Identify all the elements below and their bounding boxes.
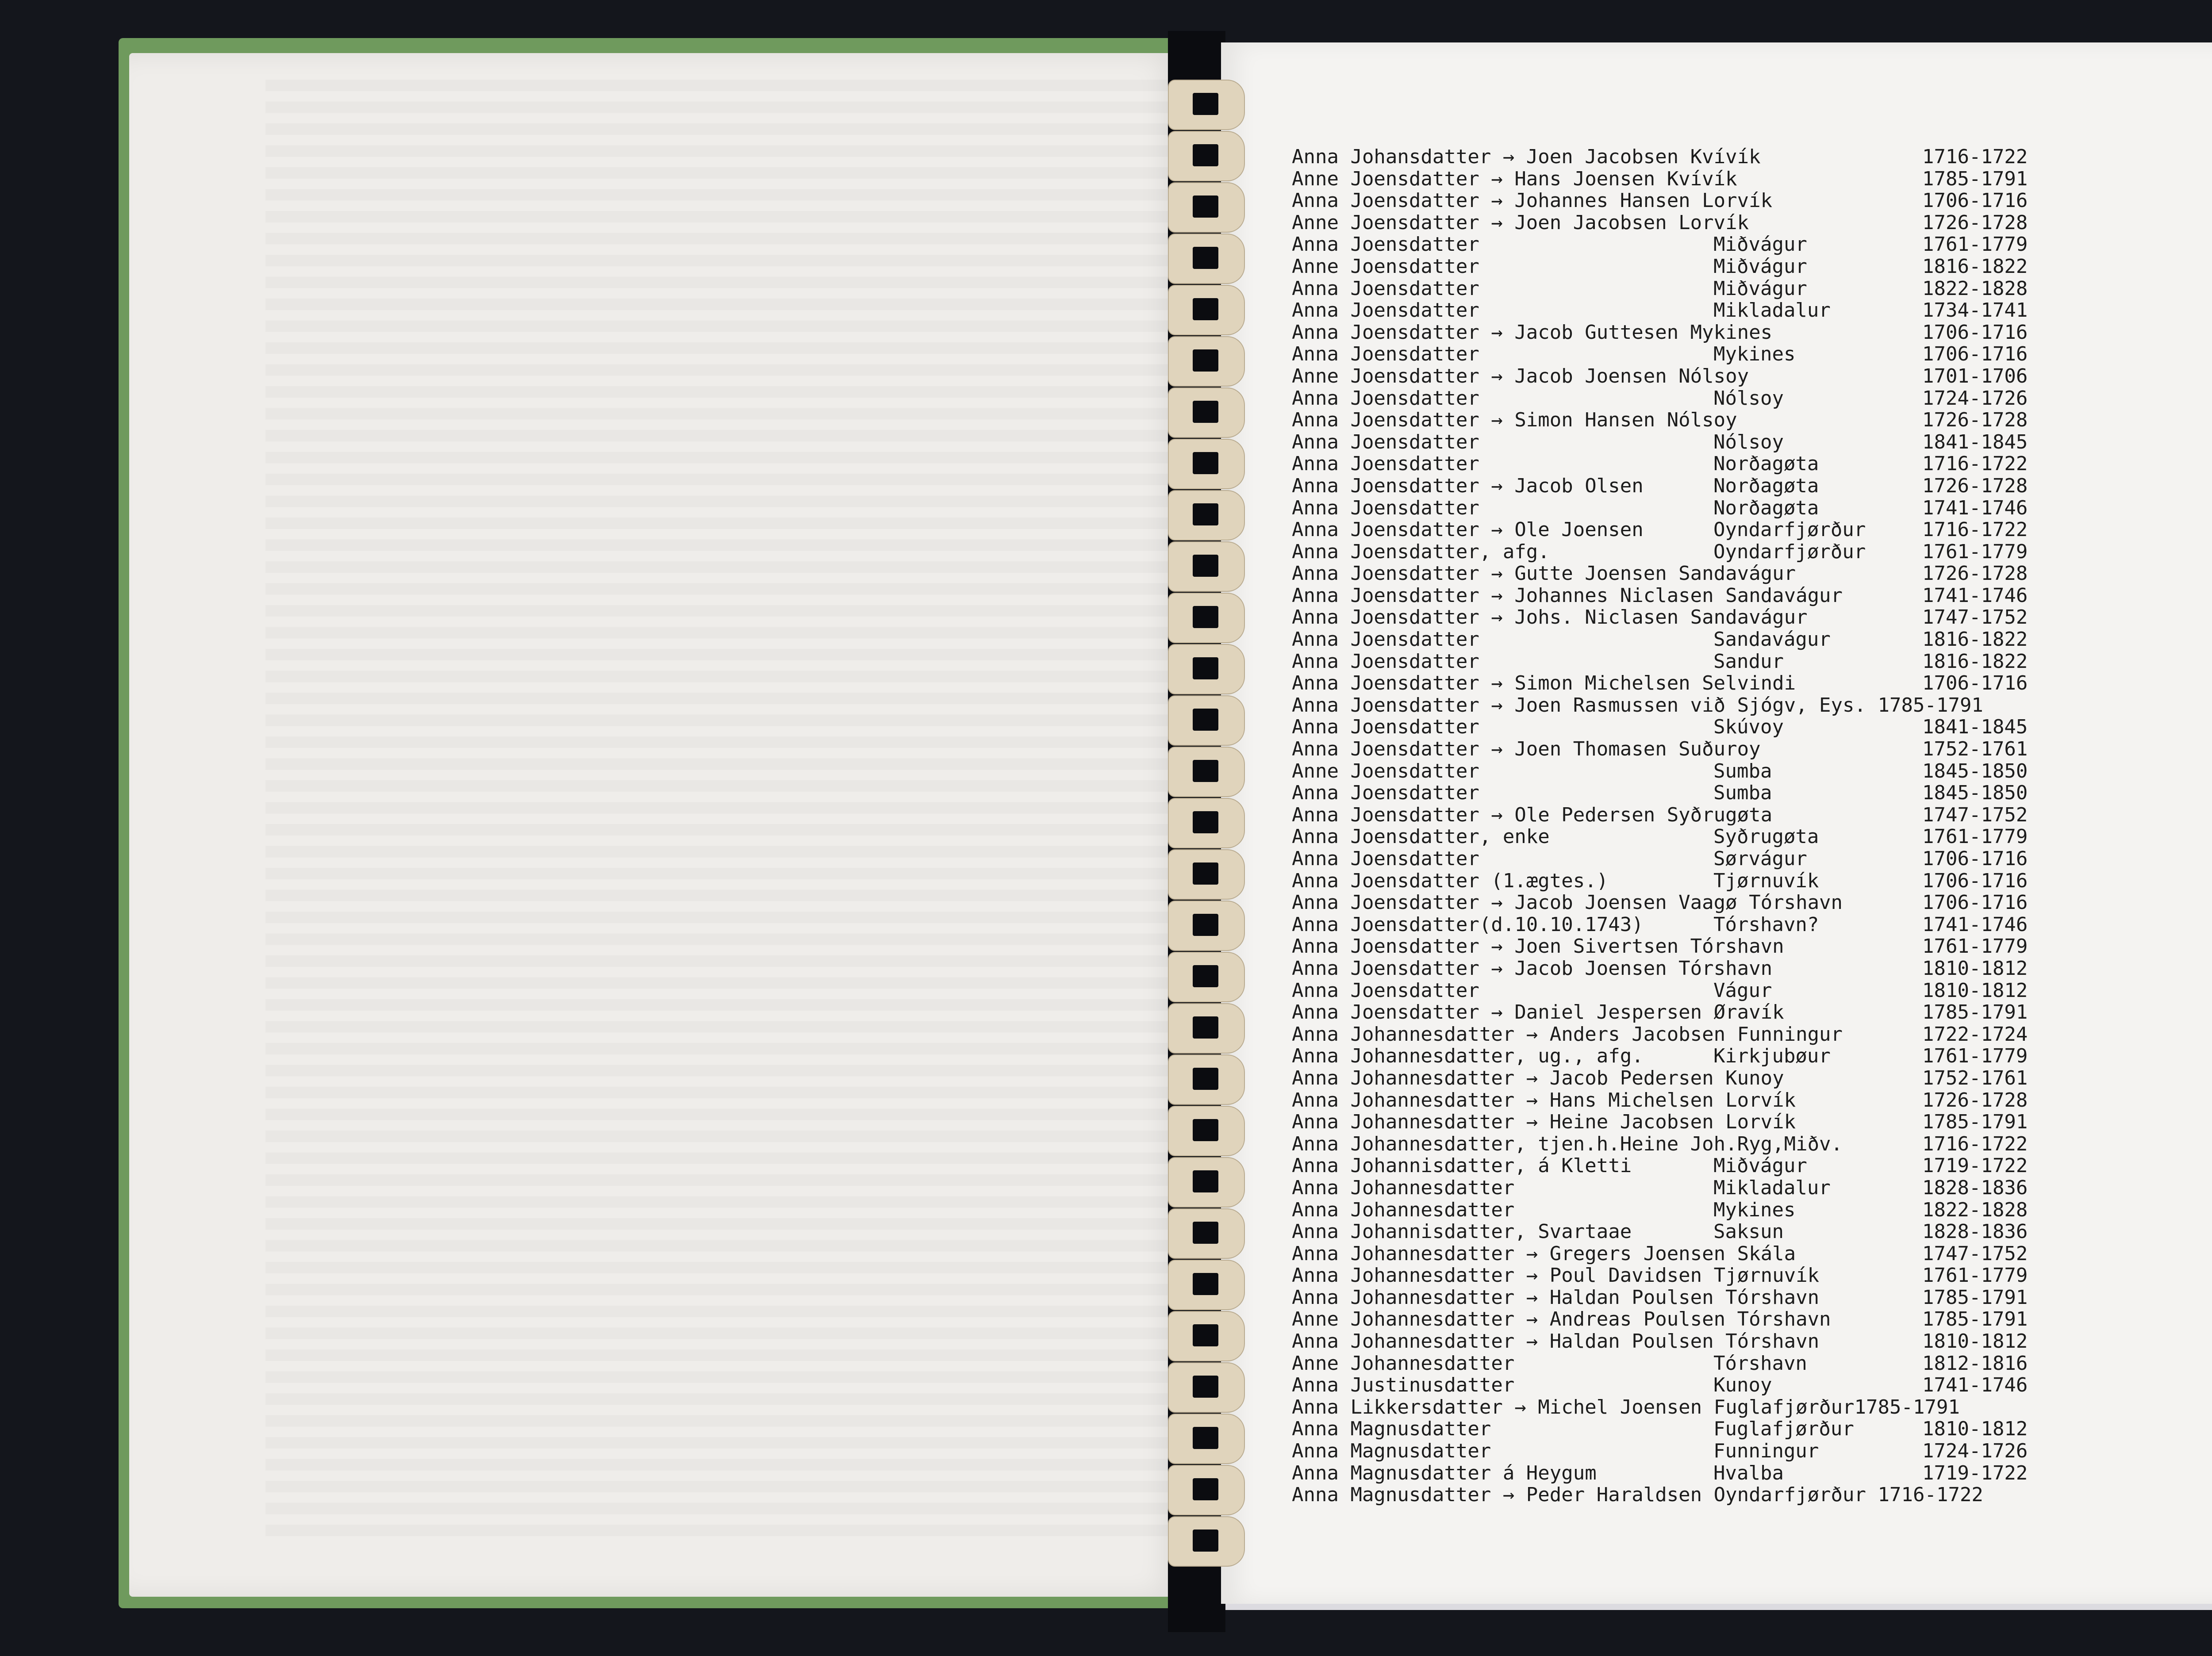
- index-entry: [1292, 1155, 2212, 1177]
- entry-name: Anna Johannesdatter → Haldan Poulsen Tórshavn: [1292, 1286, 1820, 1309]
- entry-name: Anne Johannesdatter → Andreas Poulsen Tórshavn: [1292, 1308, 1831, 1331]
- entry-years: 1701-1706: [1922, 364, 2028, 387]
- index-entry: [1292, 322, 2212, 344]
- entry-years: 1828-1836: [1922, 1220, 2028, 1243]
- binding-ring: [1168, 593, 1245, 643]
- index-entry: [1292, 343, 2212, 365]
- entry-place: Kirkjubøur: [1713, 1045, 1831, 1068]
- binding-ring: [1168, 541, 1245, 592]
- entry-years: 1761-1779: [1922, 233, 2028, 256]
- entry-years: 1706-1716: [1922, 189, 2028, 212]
- entry-years: 1785-1791: [1922, 1111, 2028, 1134]
- index-entry: [1292, 1024, 2212, 1046]
- entry-name: Anne Joensdatter: [1292, 759, 1479, 782]
- binding-ring: [1168, 182, 1245, 233]
- entry-years: 1734-1741: [1922, 299, 2028, 322]
- binding-ring: [1168, 644, 1245, 694]
- entry-years: 1752-1761: [1922, 1066, 2028, 1089]
- entry-years: 1822-1828: [1922, 1198, 2028, 1221]
- index-entry: [1292, 1484, 2212, 1506]
- left-page-bleed-through: [265, 80, 1172, 1539]
- entry-years: 1726-1728: [1922, 409, 2028, 432]
- binding-ring: [1168, 387, 1245, 438]
- entry-years: 1726-1728: [1922, 562, 2028, 585]
- index-entry: [1292, 497, 2212, 519]
- entry-years: 1724-1726: [1922, 1440, 2028, 1463]
- entry-place: Syðrugøta: [1713, 825, 1819, 848]
- entry-years: 1785-1791: [1922, 1286, 2028, 1309]
- index-entry: [1292, 1111, 2212, 1133]
- entry-place: Tórshavn: [1713, 1352, 1807, 1375]
- index-entry: [1292, 234, 2212, 256]
- index-entry: [1292, 826, 2212, 848]
- entry-years: 1816-1822: [1922, 255, 2028, 278]
- binding-ring: [1168, 1106, 1245, 1156]
- entry-place: Sandur: [1713, 650, 1784, 673]
- entry-place: Mykines: [1713, 343, 1796, 366]
- entry-place: Hvalba: [1713, 1461, 1784, 1484]
- entry-name: Anna Joensdatter: [1292, 452, 1479, 475]
- index-entry: [1292, 190, 2212, 212]
- index-entry: [1292, 1265, 2212, 1287]
- index-entry: [1292, 651, 2212, 673]
- index-entry: [1292, 365, 2212, 387]
- index-entry: [1292, 1353, 2212, 1375]
- entry-name: Anna Joensdatter → Johannes Hansen Lorvík: [1292, 189, 1773, 212]
- entry-name: Anne Joensdatter → Jacob Joensen Nólsoy: [1292, 364, 1749, 387]
- entry-years: 1726-1728: [1922, 474, 2028, 497]
- entry-place: Skúvoy: [1713, 716, 1784, 739]
- entry-years: 1785-1791: [1922, 1308, 2028, 1331]
- index-entry: [1292, 299, 2212, 322]
- entry-name: Anna Joensdatter → Ole Joensen: [1292, 518, 1644, 541]
- binding-ring: [1168, 131, 1245, 181]
- entry-place: Oyndarfjørður: [1713, 518, 1866, 541]
- entry-years: 1716-1722: [1922, 518, 2028, 541]
- binding-ring: [1168, 1414, 1245, 1464]
- entry-name: Anna Joensdatter: [1292, 343, 1479, 366]
- entry-name: Anna Johannisdatter, á Kletti: [1292, 1154, 1632, 1177]
- entry-years: 1726-1728: [1922, 211, 2028, 234]
- index-entry: [1292, 694, 2212, 717]
- entry-place: Mikladalur: [1713, 1176, 1831, 1199]
- entry-name: Anna Joensdatter → Gutte Joensen Sandavágur: [1292, 562, 1796, 585]
- entry-place: Miðvágur: [1713, 277, 1807, 300]
- index-entry: [1292, 1330, 2212, 1353]
- entry-place: Mikladalur: [1713, 299, 1831, 322]
- index-entry: [1292, 914, 2212, 936]
- entry-years: 1845-1850: [1922, 759, 2028, 782]
- entry-name: Anna Joensdatter → Simon Hansen Nólsoy: [1292, 409, 1737, 432]
- binding-ring: [1168, 439, 1245, 489]
- binding-ring: [1168, 1003, 1245, 1054]
- entry-years: 1841-1845: [1922, 430, 2028, 453]
- entry-years: 1741-1746: [1922, 496, 2028, 519]
- entry-name: Anna Johansdatter → Joen Jacobsen Kvívík: [1292, 146, 1761, 168]
- index-entry: [1292, 387, 2212, 410]
- index-entry: [1292, 409, 2212, 431]
- binding-ring: [1168, 695, 1245, 746]
- entry-years: 1706-1716: [1922, 343, 2028, 366]
- binding-ring: [1168, 234, 1245, 284]
- entry-name: Anna Magnusdatter: [1292, 1440, 1491, 1463]
- entry-place: Nólsoy: [1713, 430, 1784, 453]
- binding-ring: [1168, 1157, 1245, 1208]
- entry-years: 1706-1716: [1922, 891, 2028, 914]
- binding-ring: [1168, 1311, 1245, 1361]
- entry-name: Anna Johannesdatter → Hans Michelsen Lorvík: [1292, 1089, 1796, 1112]
- entry-name: Anna Justinusdatter: [1292, 1374, 1515, 1397]
- entry-name: Anna Joensdatter → Jacob Guttesen Mykines: [1292, 321, 1773, 344]
- entry-name: Anna Johannesdatter → Jacob Pedersen Kunoy: [1292, 1066, 1784, 1089]
- index-entry: [1292, 1067, 2212, 1089]
- index-entry: [1292, 431, 2212, 453]
- entry-name: Anna Likkersdatter → Michel Joensen Fuglafjørður1785-1791: [1292, 1395, 1960, 1418]
- index-entry: [1292, 1396, 2212, 1418]
- entry-place: Norðagøta: [1713, 496, 1819, 519]
- entry-name: Anna Joensdatter → Simon Michelsen Selvindi: [1292, 672, 1796, 695]
- entry-name: Anne Johannesdatter: [1292, 1352, 1515, 1375]
- entry-years: 1706-1716: [1922, 869, 2028, 892]
- entry-place: Sørvágur: [1713, 847, 1807, 870]
- entry-years: 1761-1779: [1922, 540, 2028, 563]
- entry-place: Oyndarfjørður: [1713, 540, 1866, 563]
- entry-years: 1747-1752: [1922, 1242, 2028, 1265]
- index-entry: [1292, 629, 2212, 651]
- entry-years: 1706-1716: [1922, 321, 2028, 344]
- entry-name: Anna Joensdatter: [1292, 496, 1479, 519]
- entry-name: Anne Joensdatter → Hans Joensen Kvívík: [1292, 167, 1737, 190]
- entry-name: Anna Joensdatter: [1292, 387, 1479, 410]
- entry-name: Anna Joensdatter → Joen Thomasen Suðuroy: [1292, 738, 1761, 761]
- index-entry: [1292, 738, 2212, 760]
- entry-years: 1716-1722: [1922, 146, 2028, 168]
- entry-years: 1810-1812: [1922, 1418, 2028, 1441]
- entry-name: Anna Joensdatter: [1292, 782, 1479, 805]
- entry-place: Tjørnuvík: [1713, 869, 1819, 892]
- binding-ring: [1168, 798, 1245, 848]
- entry-name: Anna Johannesdatter: [1292, 1176, 1515, 1199]
- binding-ring: [1168, 849, 1245, 900]
- entry-years: 1741-1746: [1922, 913, 2028, 936]
- entry-name: Anna Joensdatter, afg.: [1292, 540, 1550, 563]
- index-entries: [1292, 146, 2212, 1506]
- entry-name: Anna Joensdatter → Joen Sivertsen Tórshavn: [1292, 935, 1784, 958]
- entry-name: Anna Joensdatter → Joen Rasmussen við Sjógv, Eys. 1785-1791: [1292, 694, 1983, 717]
- entry-years: 1810-1812: [1922, 979, 2028, 1002]
- entry-name: Anna Johannesdatter, ug., afg.: [1292, 1045, 1644, 1068]
- entry-name: Anna Joensdatter(d.10.10.1743): [1292, 913, 1644, 936]
- entry-years: 1812-1816: [1922, 1352, 2028, 1375]
- entry-place: Mykines: [1713, 1198, 1796, 1221]
- entry-name: Anne Joensdatter → Joen Jacobsen Lorvík: [1292, 211, 1749, 234]
- entry-name: Anna Johannesdatter → Heine Jacobsen Lorvík: [1292, 1111, 1796, 1134]
- binding-ring: [1168, 1362, 1245, 1413]
- entry-place: Saksun: [1713, 1220, 1784, 1243]
- index-entry: [1292, 168, 2212, 190]
- spiral-binding: [1168, 80, 1248, 1566]
- entry-name: Anna Joensdatter → Jacob Joensen Vaagø Tórshavn: [1292, 891, 1843, 914]
- entry-name: Anna Johannesdatter → Gregers Joensen Skála: [1292, 1242, 1796, 1265]
- entry-name: Anne Joensdatter: [1292, 255, 1479, 278]
- entry-place: Vágur: [1713, 979, 1772, 1002]
- entry-years: 1816-1822: [1922, 628, 2028, 651]
- entry-years: 1761-1779: [1922, 935, 2028, 958]
- entry-years: 1706-1716: [1922, 847, 2028, 870]
- index-entry: [1292, 1287, 2212, 1309]
- entry-name: Anna Joensdatter → Ole Pedersen Syðrugøta: [1292, 803, 1773, 826]
- entry-name: Anna Johannesdatter: [1292, 1198, 1515, 1221]
- index-entry: [1292, 870, 2212, 892]
- index-entry: [1292, 453, 2212, 475]
- entry-name: Anna Joensdatter → Johannes Niclasen Sandavágur: [1292, 584, 1843, 607]
- entry-name: Anna Joensdatter: [1292, 979, 1479, 1002]
- index-entry: [1292, 760, 2212, 782]
- entry-years: 1845-1850: [1922, 782, 2028, 805]
- entry-years: 1741-1746: [1922, 584, 2028, 607]
- entry-place: Miðvágur: [1713, 233, 1807, 256]
- entry-years: 1716-1722: [1922, 1132, 2028, 1155]
- entry-name: Anna Joensdatter: [1292, 650, 1479, 673]
- index-entry: [1292, 1089, 2212, 1112]
- entry-years: 1785-1791: [1922, 1001, 2028, 1024]
- index-entry: [1292, 212, 2212, 234]
- index-entry: [1292, 278, 2212, 300]
- entry-years: 1747-1752: [1922, 803, 2028, 826]
- entry-name: Anna Joensdatter, enke: [1292, 825, 1550, 848]
- entry-years: 1761-1779: [1922, 1045, 2028, 1068]
- entry-years: 1726-1728: [1922, 1089, 2028, 1112]
- index-entry: [1292, 1440, 2212, 1462]
- entry-years: 1719-1722: [1922, 1461, 2028, 1484]
- index-entry: [1292, 146, 2212, 168]
- entry-name: Anna Joensdatter: [1292, 716, 1479, 739]
- entry-years: 1747-1752: [1922, 606, 2028, 629]
- index-entry: [1292, 1001, 2212, 1024]
- entry-years: 1761-1779: [1922, 1264, 2028, 1287]
- entry-name: Anna Johannesdatter → Poul Davidsen Tjørnuvík: [1292, 1264, 1820, 1287]
- index-entry: [1292, 541, 2212, 563]
- entry-name: Anna Joensdatter: [1292, 847, 1479, 870]
- entry-name: Anna Magnusdatter: [1292, 1418, 1491, 1441]
- entry-place: Tórshavn?: [1713, 913, 1819, 936]
- index-entry: [1292, 1243, 2212, 1265]
- entry-name: Anna Joensdatter: [1292, 628, 1479, 651]
- index-entry: [1292, 256, 2212, 278]
- entry-years: 1841-1845: [1922, 716, 2028, 739]
- entry-place: Norðagøta: [1713, 452, 1819, 475]
- entry-years: 1810-1812: [1922, 1330, 2028, 1353]
- index-entry: [1292, 1308, 2212, 1330]
- entry-place: Miðvágur: [1713, 1154, 1807, 1177]
- index-entry: [1292, 1374, 2212, 1396]
- entry-years: 1810-1812: [1922, 957, 2028, 980]
- binding-ring: [1168, 336, 1245, 387]
- index-entry: [1292, 1418, 2212, 1440]
- index-entry: [1292, 804, 2212, 826]
- binding-ring: [1168, 490, 1245, 540]
- entry-years: 1828-1836: [1922, 1176, 2028, 1199]
- entry-years: 1724-1726: [1922, 387, 2028, 410]
- entry-place: Sandavágur: [1713, 628, 1831, 651]
- entry-years: 1722-1724: [1922, 1023, 2028, 1046]
- index-entry: [1292, 585, 2212, 607]
- entry-name: Anna Joensdatter → Jacob Joensen Tórshavn: [1292, 957, 1773, 980]
- index-entry: [1292, 1221, 2212, 1243]
- index-entry: [1292, 782, 2212, 804]
- entry-place: Kunoy: [1713, 1374, 1772, 1397]
- index-entry: [1292, 563, 2212, 585]
- entry-years: 1761-1779: [1922, 825, 2028, 848]
- binding-ring: [1168, 285, 1245, 335]
- entry-place: Sumba: [1713, 782, 1772, 805]
- index-entry: [1292, 606, 2212, 629]
- index-entry: [1292, 980, 2212, 1002]
- entry-place: Miðvágur: [1713, 255, 1807, 278]
- entry-years: 1816-1822: [1922, 650, 2028, 673]
- entry-name: Anna Johannesdatter, tjen.h.Heine Joh.Ryg,Miðv.: [1292, 1132, 1843, 1155]
- entry-name: Anna Joensdatter → Daniel Jespersen Øravík: [1292, 1001, 1784, 1024]
- binding-ring: [1168, 952, 1245, 1002]
- binding-ring: [1168, 1054, 1245, 1105]
- index-entry: [1292, 475, 2212, 497]
- binding-ring: [1168, 901, 1245, 951]
- entry-years: 1785-1791: [1922, 167, 2028, 190]
- entry-name: Anna Johannisdatter, Svartaae: [1292, 1220, 1632, 1243]
- index-entry: [1292, 1199, 2212, 1221]
- binding-ring: [1168, 1465, 1245, 1515]
- index-entry: [1292, 1045, 2212, 1067]
- index-entry: [1292, 1133, 2212, 1155]
- binding-ring: [1168, 80, 1245, 130]
- binding-ring: [1168, 747, 1245, 797]
- entry-place: Sumba: [1713, 759, 1772, 782]
- entry-name: Anna Magnusdatter á Heygum: [1292, 1461, 1597, 1484]
- entry-name: Anna Joensdatter: [1292, 233, 1479, 256]
- entry-years: 1706-1716: [1922, 672, 2028, 695]
- entry-place: Nólsoy: [1713, 387, 1784, 410]
- entry-name: Anna Joensdatter → Jacob Olsen: [1292, 474, 1644, 497]
- entry-name: Anna Magnusdatter → Peder Haraldsen Oyndarfjørður 1716-1722: [1292, 1484, 1983, 1506]
- index-entry: [1292, 519, 2212, 541]
- index-entry: [1292, 1177, 2212, 1199]
- entry-name: Anna Johannesdatter → Haldan Poulsen Tórshavn: [1292, 1330, 1820, 1353]
- entry-place: Norðagøta: [1713, 474, 1819, 497]
- index-entry: [1292, 958, 2212, 980]
- entry-years: 1716-1722: [1922, 452, 2028, 475]
- index-entry: [1292, 892, 2212, 914]
- entry-years: 1741-1746: [1922, 1374, 2028, 1397]
- index-entry: [1292, 1462, 2212, 1484]
- binding-ring: [1168, 1260, 1245, 1310]
- index-entry: [1292, 935, 2212, 958]
- entry-years: 1719-1722: [1922, 1154, 2028, 1177]
- entry-years: 1752-1761: [1922, 738, 2028, 761]
- entry-place: Fuglafjørður: [1713, 1418, 1854, 1441]
- entry-name: Anna Joensdatter: [1292, 430, 1479, 453]
- index-entry: [1292, 672, 2212, 694]
- entry-name: Anna Joensdatter (1.ægtes.): [1292, 869, 1609, 892]
- entry-name: Anna Johannesdatter → Anders Jacobsen Funningur: [1292, 1023, 1843, 1046]
- binding-ring: [1168, 1208, 1245, 1259]
- index-entry: [1292, 848, 2212, 870]
- entry-years: 1822-1828: [1922, 277, 2028, 300]
- entry-name: Anna Joensdatter: [1292, 299, 1479, 322]
- binding-ring: [1168, 1516, 1245, 1567]
- entry-name: Anna Joensdatter: [1292, 277, 1479, 300]
- index-entry: [1292, 716, 2212, 738]
- entry-place: Funningur: [1713, 1440, 1819, 1463]
- entry-name: Anna Joensdatter → Johs. Niclasen Sandavágur: [1292, 606, 1808, 629]
